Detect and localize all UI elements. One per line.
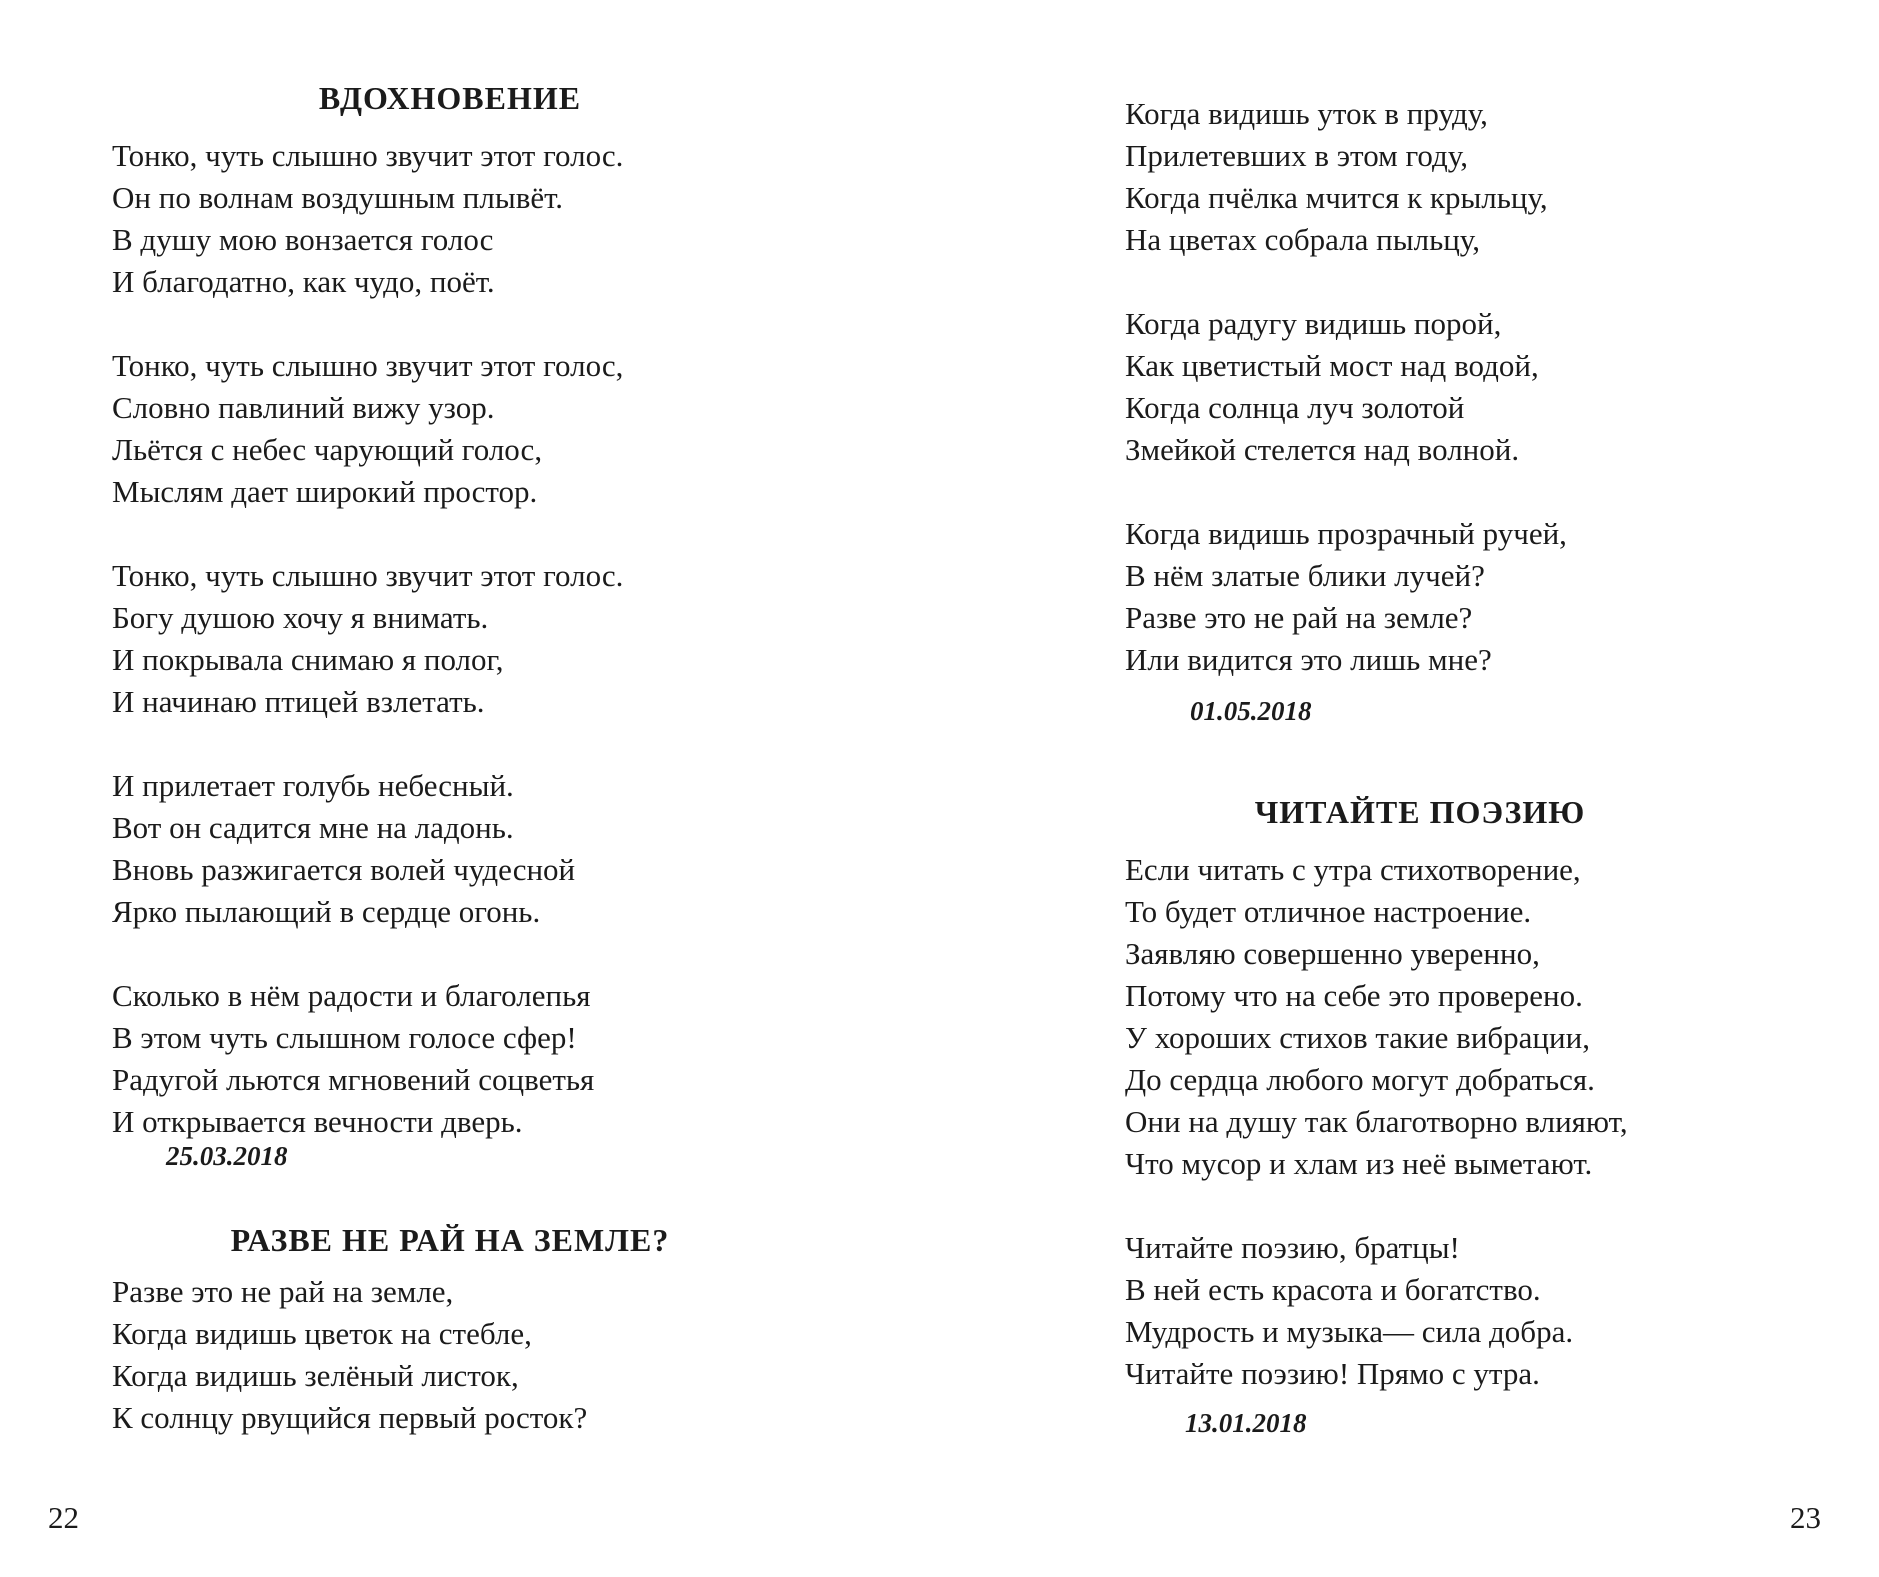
poem-line: То будет отличное настроение. [1125, 894, 1532, 929]
poem-date: 13.01.2018 [1185, 1408, 1307, 1438]
poem-line: Читайте поэзию, братцы! [1125, 1230, 1460, 1265]
poem-line: Ярко пылающий в сердце огонь. [112, 894, 541, 929]
poem-line: Когда видишь уток в пруду, [1125, 96, 1488, 131]
poem-line: Тонко, чуть слышно звучит этот голос. [112, 558, 624, 593]
poem-line: Когда видишь зелёный листок, [112, 1358, 519, 1393]
poem-title-chitaite-poeziyu: ЧИТАЙТЕ ПОЭЗИЮ [1254, 794, 1586, 830]
poem-line: И начинаю птицей взлетать. [112, 684, 485, 719]
poem-line: Разве это не рай на земле, [112, 1274, 454, 1309]
poem-line: Если читать с утра стихотворение, [1125, 852, 1581, 887]
page-number: 23 [1790, 1500, 1821, 1535]
right-page [940, 0, 1879, 1577]
poem-line: Змейкой стелется над волной. [1125, 432, 1520, 467]
poem-line: Заявляю совершенно уверенно, [1125, 936, 1540, 971]
poem-line: Когда радугу видишь порой, [1125, 306, 1502, 341]
poem-line: Радугой льются мгновений соцветья [112, 1062, 595, 1097]
poem-line: В нём златые блики лучей? [1125, 558, 1485, 593]
poem-line: И прилетает голубь небесный. [112, 768, 514, 803]
poem-title-vdokhnovenie: ВДОХНОВЕНИЕ [318, 80, 582, 116]
poem-line: Или видится это лишь мне? [1125, 642, 1492, 677]
poem-line: До сердца любого могут добраться. [1125, 1062, 1595, 1097]
poem-date: 01.05.2018 [1190, 696, 1312, 726]
poem-line: Он по волнам воздушным плывёт. [112, 180, 564, 215]
poem-line: И покрывала снимаю я полог, [112, 642, 504, 677]
poem-line: И открывается вечности дверь. [112, 1104, 523, 1139]
poem-line: Прилетевших в этом году, [1125, 138, 1468, 173]
poem-line: Богу душою хочу я внимать. [112, 600, 489, 635]
poem-line: В ней есть красота и богатство. [1125, 1272, 1541, 1307]
poem-line: Вновь разжигается волей чудесной [112, 852, 576, 887]
poem-line: И благодатно, как чудо, поёт. [112, 264, 495, 299]
poem-line: Когда видишь прозрачный ручей, [1125, 516, 1567, 551]
poem-line: Тонко, чуть слышно звучит этот голос, [112, 348, 624, 383]
poem-line: Льётся с небес чарующий голос, [112, 432, 543, 467]
poem-line: На цветах собрала пыльцу, [1125, 222, 1480, 257]
poem-line: Тонко, чуть слышно звучит этот голос. [112, 138, 624, 173]
poem-line: Словно павлиний вижу узор. [112, 390, 495, 425]
poem-line: Разве это не рай на земле? [1125, 600, 1473, 635]
poem-line: Читайте поэзию! Прямо с утра. [1125, 1356, 1540, 1391]
poem-line: Когда видишь цветок на стебле, [112, 1316, 532, 1351]
poem-line: Они на душу так благотворно влияют, [1125, 1104, 1628, 1139]
poem-date: 25.03.2018 [166, 1141, 288, 1171]
page-number: 22 [48, 1500, 79, 1535]
poem-line: К солнцу рвущийся первый росток? [112, 1400, 588, 1435]
poem-line: В этом чуть слышном голосе сфер! [112, 1020, 577, 1055]
poem-line: Что мусор и хлам из неё выметают. [1125, 1146, 1593, 1181]
poem-line: У хороших стихов такие вибрации, [1125, 1020, 1590, 1055]
poem-line: Как цветистый мост над водой, [1125, 348, 1539, 383]
poem-line: Потому что на себе это проверено. [1125, 978, 1583, 1013]
poem-line: Вот он садится мне на ладонь. [112, 810, 514, 845]
poem-line: Когда пчёлка мчится к крыльцу, [1125, 180, 1548, 215]
poem-line: Сколько в нём радости и благолепья [112, 978, 591, 1013]
poem-line: Мыслям дает широкий простор. [112, 474, 538, 509]
poem-line: Когда солнца луч золотой [1125, 390, 1465, 425]
poem-title-razve-ne-rai: РАЗВЕ НЕ РАЙ НА ЗЕМЛЕ? [230, 1222, 670, 1258]
poem-line: Мудрость и музыка— сила добра. [1125, 1314, 1574, 1349]
poem-line: В душу мою вонзается голос [112, 222, 494, 257]
